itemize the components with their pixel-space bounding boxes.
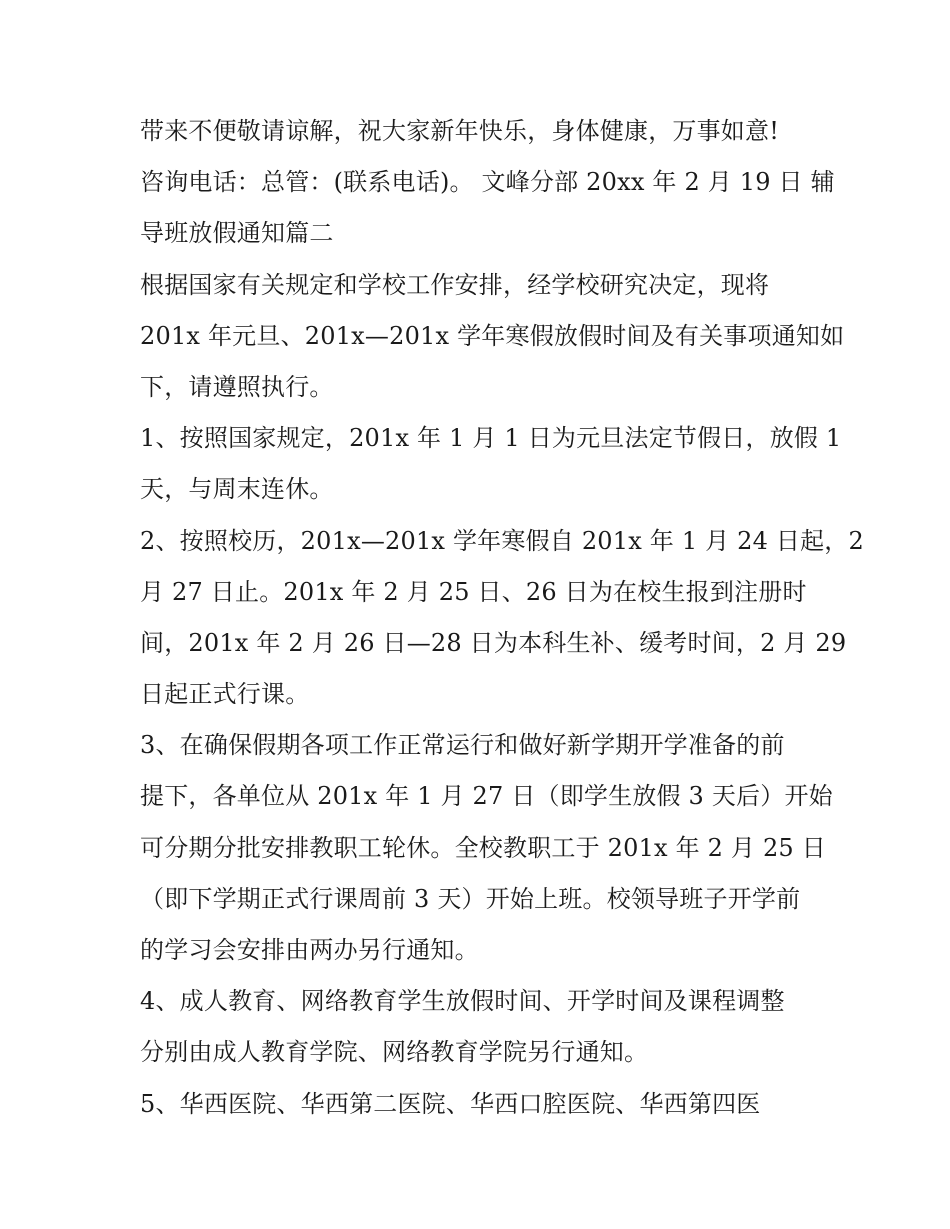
text-line: 咨询电话：总管：(联系电话)。 文峰分部 20xx 年 2 月 19 日 辅 xyxy=(140,168,835,197)
text-line: 可分期分批安排教职工轮休。全校教职工于 201x 年 2 月 25 日 xyxy=(140,833,826,862)
text-line: 根据国家有关规定和学校工作安排，经学校研究决定，现将 xyxy=(140,270,770,299)
text-line: 间，201x 年 2 月 26 日—28 日为本科生补、缓考时间，2 月 29 xyxy=(140,628,847,657)
text-line: 天，与周末连休。 xyxy=(140,475,334,504)
text-line: 5、华西医院、华西第二医院、华西口腔医院、华西第四医 xyxy=(140,1089,761,1118)
document-body xyxy=(140,106,864,1130)
text-line: 2、按照校历，201x—201x 学年寒假自 201x 年 1 月 24 日起，2 xyxy=(140,526,864,555)
text-line: （即下学期正式行课周前 3 天）开始上班。校领导班子开学前 xyxy=(140,884,801,913)
text-line: 下，请遵照执行。 xyxy=(140,372,334,401)
text-line: 提下，各单位从 201x 年 1 月 27 日（即学生放假 3 天后）开始 xyxy=(140,782,833,811)
text-line: 月 27 日止。201x 年 2 月 25 日、26 日为在校生报到注册时 xyxy=(140,577,807,606)
text-line: 4、成人教育、网络教育学生放假时间、开学时间及课程调整 xyxy=(140,987,785,1016)
text-line: 201x 年元旦、201x—201x 学年寒假放假时间及有关事项通知如 xyxy=(140,321,845,350)
text-line: 的学习会安排由两办另行通知。 xyxy=(140,936,479,964)
text-line: 带来不便敬请谅解，祝大家新年快乐，身体健康，万事如意! xyxy=(140,117,780,145)
text-line: 1、按照国家规定，201x 年 1 月 1 日为元旦法定节假日，放假 1 xyxy=(140,424,842,453)
text-line: 日起正式行课。 xyxy=(140,680,310,709)
text-line: 导班放假通知篇二 xyxy=(140,219,334,248)
text-line: 分别由成人教育学院、网络教育学院另行通知。 xyxy=(140,1038,649,1067)
text-line: 3、在确保假期各项工作正常运行和做好新学期开学准备的前 xyxy=(140,731,785,760)
